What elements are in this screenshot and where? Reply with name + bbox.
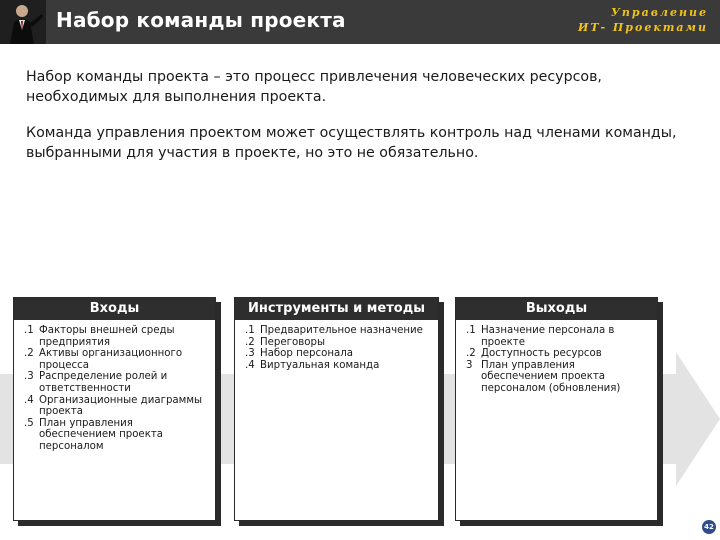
list-item: 3 План управления обеспечением проекта персоналом (обновления) bbox=[466, 359, 621, 394]
slide-header bbox=[0, 0, 720, 44]
brand-logo-text bbox=[578, 5, 708, 35]
outputs-list bbox=[456, 320, 657, 395]
list-item: .2 Активы организационного процесса bbox=[24, 348, 183, 371]
paragraph-control: Команда управления проектом может осуществлять контроль над членами команды, выбранными для участия в проекте, но это не обязательно. bbox=[26, 125, 677, 161]
list-item: .1 Предварительное назначение bbox=[245, 325, 423, 336]
list-item: .2 Переговоры bbox=[245, 336, 325, 348]
tools-box bbox=[234, 297, 439, 521]
paragraph-definition: Набор команды проекта – это процесс привлечения человеческих ресурсов, необходимых для выполнения проекта. bbox=[26, 69, 602, 105]
tools-title: Инструменты и методы bbox=[235, 298, 438, 320]
businessman-photo bbox=[0, 0, 46, 44]
list-item: .4 Организационные диаграммы проекта bbox=[24, 394, 203, 418]
list-item: .3 Распределение ролей и ответственности bbox=[24, 371, 168, 394]
page-number: 42 bbox=[702, 520, 716, 534]
inputs-box bbox=[13, 297, 216, 521]
outputs-title: Выходы bbox=[456, 298, 657, 320]
list-item: .5 План управления обеспечением проекта персоналом bbox=[24, 417, 164, 452]
list-item: .2 Доступность ресурсов bbox=[466, 348, 602, 360]
brand-line-2: ИТ- Проектами bbox=[577, 21, 708, 34]
list-item: .4 Виртуальная команда bbox=[245, 359, 380, 371]
outputs-box bbox=[455, 297, 658, 521]
page-title: Набор команды проекта bbox=[56, 8, 346, 32]
inputs-list bbox=[14, 320, 215, 453]
list-item: .1 Факторы внешней среды предприятия bbox=[24, 325, 175, 348]
brand-line-1: Управление bbox=[610, 6, 708, 19]
tools-list bbox=[235, 320, 438, 371]
list-item: .1 Назначение персонала в проекте bbox=[466, 325, 615, 348]
inputs-title: Входы bbox=[14, 298, 215, 320]
list-item: .3 Набор персонала bbox=[245, 348, 354, 360]
